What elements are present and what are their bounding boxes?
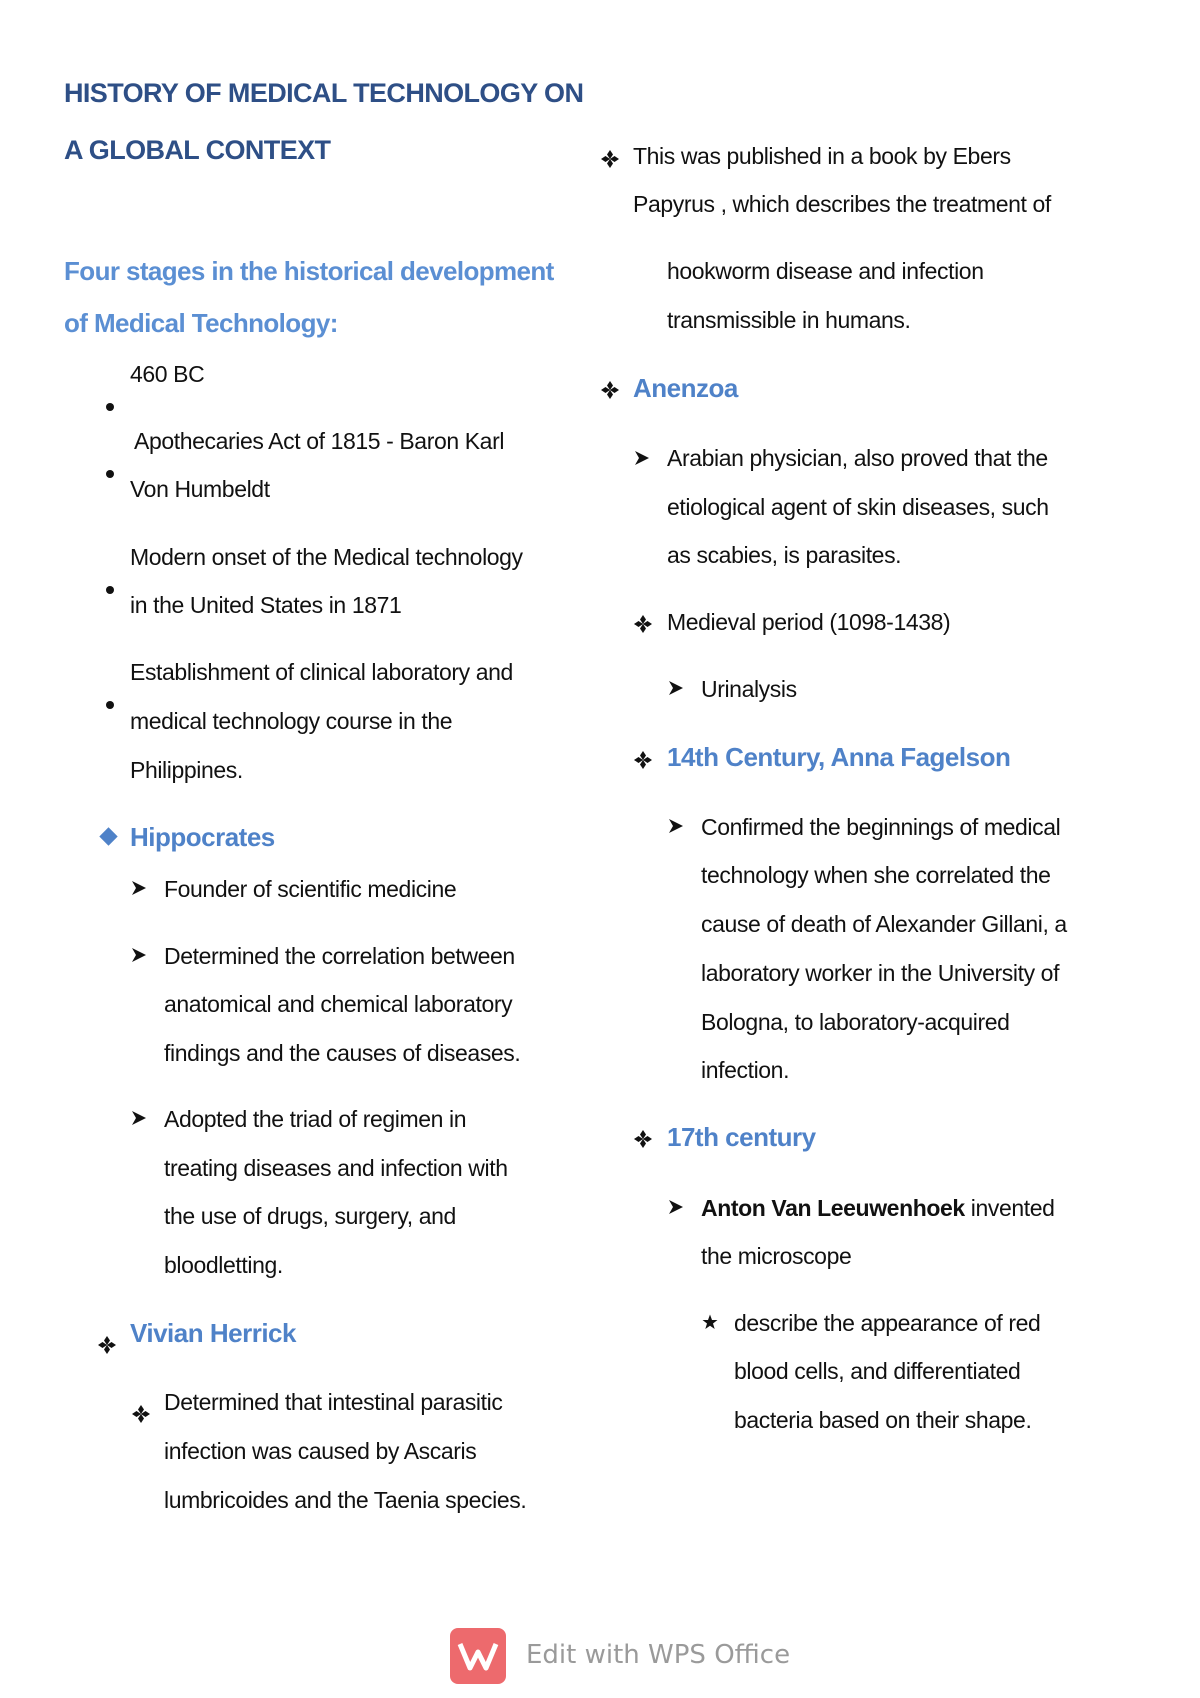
star-point-line-2: blood cells, and differentiated [734,1358,1021,1384]
quad-diamond-bullet-icon [634,1130,652,1148]
ebers-line-2: Papyrus , which describes the treatment of [633,191,1051,217]
stages-heading-line-2: of Medical Technology: [64,308,338,338]
star-point-line-1: describe the appearance of red [734,1310,1041,1336]
wps-watermark-text: Edit with WPS Office [526,1640,791,1670]
fagelson-heading: 14th Century, Anna Fagelson [667,742,1011,772]
wps-logo-icon [450,1628,506,1684]
stage-item-4-line-2: medical technology course in the [130,708,453,734]
fagelson-point-line-4: laboratory worker in the University of [701,960,1060,986]
arrow-bullet-icon [131,880,147,896]
fagelson-point-line-6: infection. [701,1057,790,1083]
arrow-bullet-icon [668,680,684,696]
star-point-line-3: bacteria based on their shape. [734,1407,1032,1433]
herrick-heading: Vivian Herrick [130,1318,296,1348]
bullet-dot-icon [106,586,114,594]
hippocrates-point-1: Founder of scientific medicine [164,876,457,902]
fagelson-point-line-5: Bologna, to laboratory-acquired [701,1009,1010,1035]
quad-diamond-bullet-icon [634,751,652,769]
quad-diamond-bullet-icon [98,1336,116,1354]
ebers-line-3: hookworm disease and infection [667,258,984,284]
hippocrates-heading: Hippocrates [130,822,275,852]
bullet-dot-icon [106,701,114,709]
quad-diamond-bullet-icon [634,615,652,633]
anenzoa-point-line-1: Arabian physician, also proved that the [667,445,1048,471]
quad-diamond-bullet-icon [132,1405,150,1423]
stage-item-4-line-3: Philippines. [130,757,243,783]
anenzoa-point-line-2: etiological agent of skin diseases, such [667,494,1049,520]
hippocrates-point-3-line-2: treating diseases and infection with [164,1155,508,1181]
ebers-line-1: This was published in a book by Ebers [633,143,1011,169]
herrick-point-line-3: lumbricoides and the Taenia species. [164,1487,527,1513]
hippocrates-point-3-line-1: Adopted the triad of regimen in [164,1106,467,1132]
arrow-bullet-icon [131,1110,147,1126]
herrick-point-line-2: infection was caused by Ascaris [164,1438,477,1464]
document-title-line-1: HISTORY OF MEDICAL TECHNOLOGY ON [64,78,584,108]
fagelson-point-line-1: Confirmed the beginnings of medical [701,814,1061,840]
stage-item-3-line-1: Modern onset of the Medical technology [130,544,523,570]
stage-item-1: 460 BC [130,361,205,387]
wps-logo-glyph [450,1628,506,1684]
stages-heading-line-1: Four stages in the historical development [64,256,554,286]
leeuwenhoek-name: Anton Van Leeuwenhoek [701,1195,965,1221]
hippocrates-point-2-line-2: anatomical and chemical laboratory [164,991,513,1017]
stage-item-2-line-1: Apothecaries Act of 1815 - Baron Karl [134,428,505,454]
bullet-dot-icon [106,403,114,411]
stage-item-3-line-2: in the United States in 1871 [130,592,402,618]
quad-diamond-bullet-icon [601,381,619,399]
diamond-bullet-icon [99,827,117,845]
stage-item-4-line-1: Establishment of clinical laboratory and [130,659,513,685]
ebers-line-4: transmissible in humans. [667,307,911,333]
medieval-sub: Urinalysis [701,676,797,702]
fagelson-point-line-2: technology when she correlated the [701,862,1051,888]
hippocrates-point-3-line-3: the use of drugs, surgery, and [164,1203,456,1229]
star-bullet-icon [702,1314,718,1330]
century17-heading: 17th century [667,1122,816,1152]
stage-item-2-line-2: Von Humbeldt [130,476,270,502]
arrow-bullet-icon [668,818,684,834]
arrow-bullet-icon [131,947,147,963]
arrow-bullet-icon [668,1199,684,1215]
fagelson-point-line-3: cause of death of Alexander Gillani, a [701,911,1067,937]
wps-watermark[interactable] [450,1628,790,1684]
bullet-dot-icon [106,470,114,478]
quad-diamond-bullet-icon [601,150,619,168]
leeuwenhoek-line-1 [701,1195,1055,1222]
leeuwenhoek-rest: invented [964,1195,1055,1221]
hippocrates-point-3-line-4: bloodletting. [164,1252,283,1278]
hippocrates-point-2-line-1: Determined the correlation between [164,943,515,969]
hippocrates-point-2-line-3: findings and the causes of diseases. [164,1040,521,1066]
anenzoa-heading: Anenzoa [633,373,738,403]
leeuwenhoek-line-2: the microscope [701,1243,852,1269]
medieval-label: Medieval period (1098-1438) [667,609,951,635]
document-title-line-2: A GLOBAL CONTEXT [64,135,331,165]
herrick-point-line-1: Determined that intestinal parasitic [164,1389,503,1415]
arrow-bullet-icon [634,450,650,466]
anenzoa-point-line-3: as scabies, is parasites. [667,542,902,568]
